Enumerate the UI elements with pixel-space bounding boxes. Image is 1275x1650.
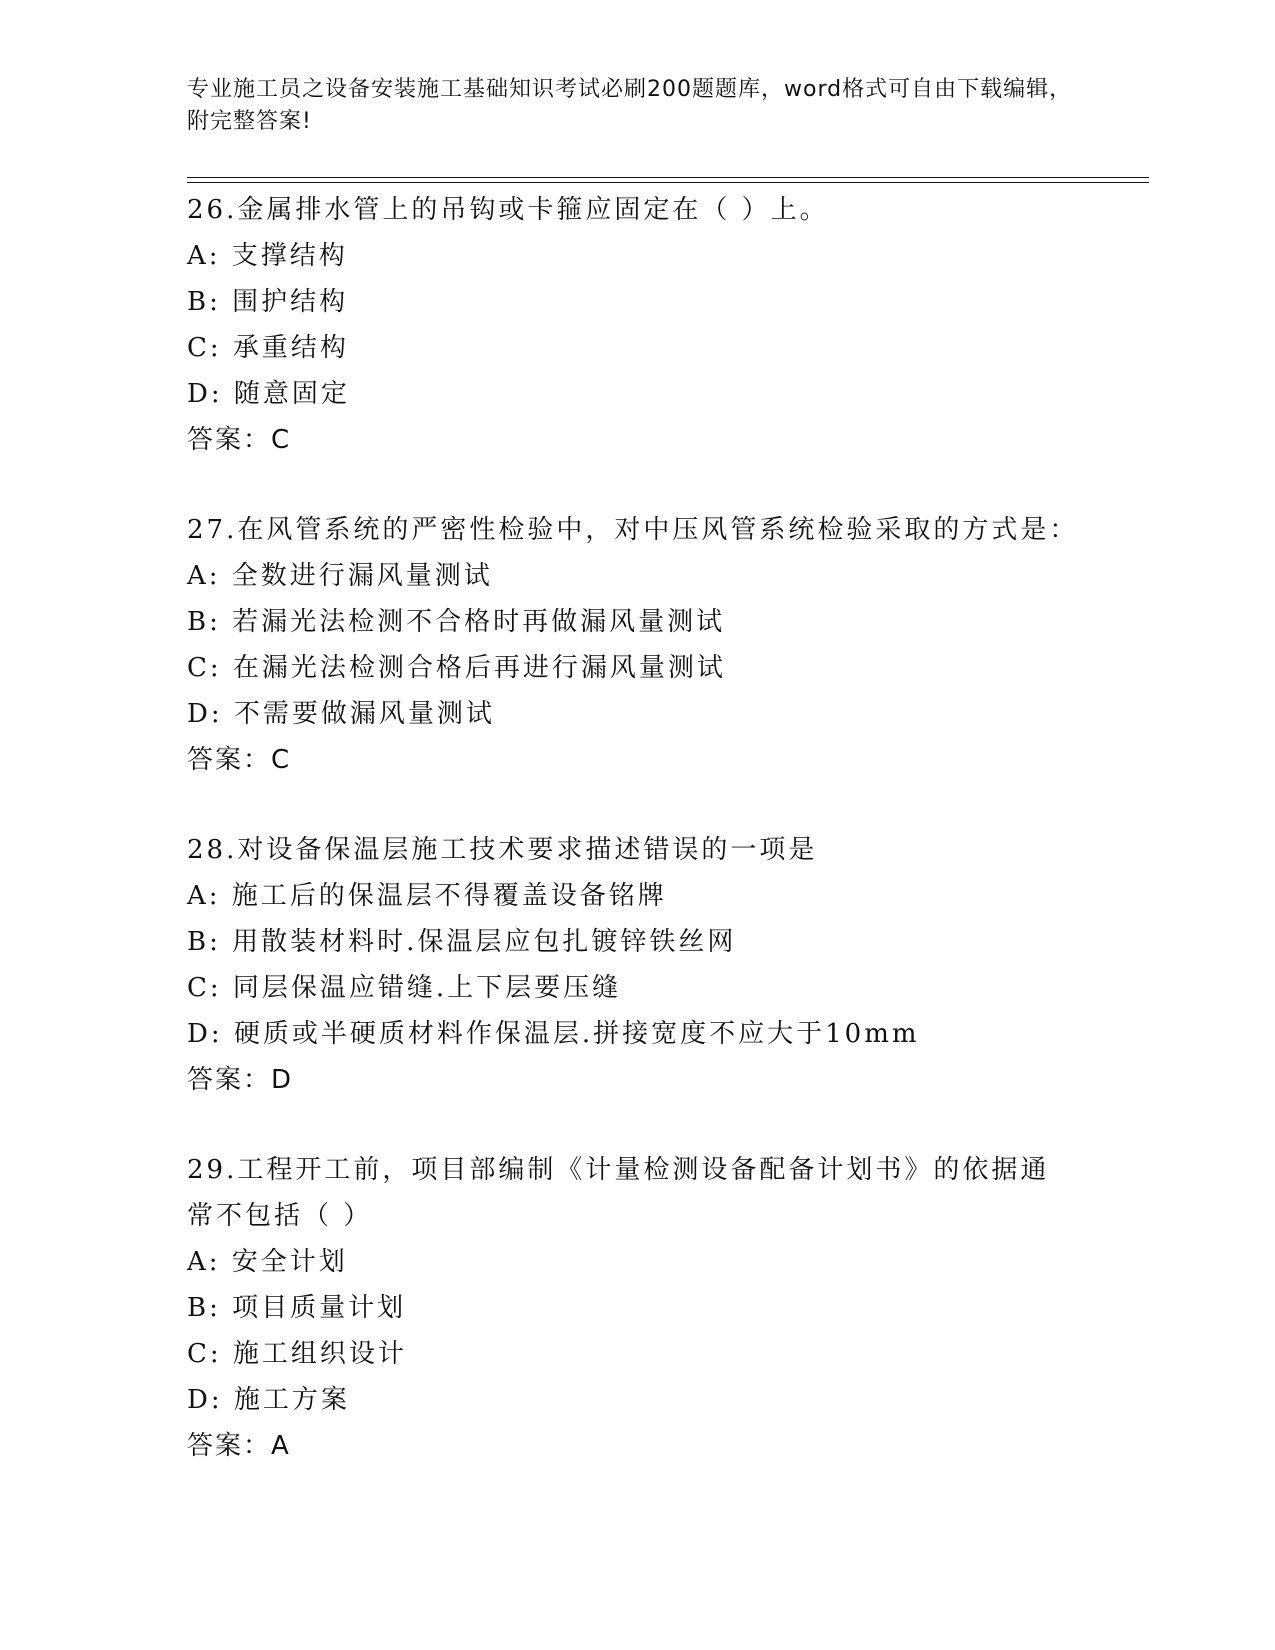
option-b: B: 用散装材料时.保温层应包扎镀锌铁丝网: [187, 927, 737, 957]
option-a: A: 全数进行漏风量测试: [187, 561, 493, 591]
option-d: D: 不需要做漏风量测试: [187, 699, 495, 729]
question-28: [187, 827, 1087, 1103]
answer: 答案：D: [187, 1065, 294, 1095]
answer: 答案：C: [187, 425, 292, 455]
question-29: [187, 1147, 1087, 1469]
question-stem: 29.工程开工前，项目部编制《计量检测设备配备计划书》的依据通常不包括（ ）: [187, 1155, 1050, 1231]
option-b: B: 若漏光法检测不合格时再做漏风量测试: [187, 607, 726, 637]
answer: 答案：A: [187, 1431, 291, 1461]
option-c: C: 承重结构: [187, 333, 349, 363]
option-a: A: 支撑结构: [187, 241, 348, 271]
question-26: [187, 187, 1087, 463]
option-d: D: 施工方案: [187, 1385, 350, 1415]
question-stem: 26.金属排水管上的吊钩或卡箍应固定在（ ）上。: [187, 195, 829, 225]
option-c: C: 在漏光法检测合格后再进行漏风量测试: [187, 653, 726, 683]
option-d: D: 硬质或半硬质材料作保温层.拼接宽度不应大于10mm: [187, 1019, 920, 1049]
option-a: A: 安全计划: [187, 1247, 348, 1277]
option-c: C: 施工组织设计: [187, 1339, 407, 1369]
document-header: 专业施工员之设备安装施工基础知识考试必刷200题题库，word格式可自由下载编辑，附完整答案!: [187, 77, 1073, 134]
option-a: A: 施工后的保温层不得覆盖设备铭牌: [187, 881, 667, 911]
option-c: C: 同层保温应错缝.上下层要压缝: [187, 973, 622, 1003]
header-divider: [187, 177, 1149, 178]
header-divider-double: [187, 182, 1149, 183]
answer: 答案：C: [187, 745, 292, 775]
option-b: B: 项目质量计划: [187, 1293, 407, 1323]
option-b: B: 围护结构: [187, 287, 349, 317]
question-stem: 27.在风管系统的严密性检验中，对中压风管系统检验采取的方式是：: [187, 515, 1079, 545]
question-stem: 28.对设备保温层施工技术要求描述错误的一项是: [187, 835, 818, 865]
question-27: [187, 507, 1087, 783]
option-d: D: 随意固定: [187, 379, 350, 409]
